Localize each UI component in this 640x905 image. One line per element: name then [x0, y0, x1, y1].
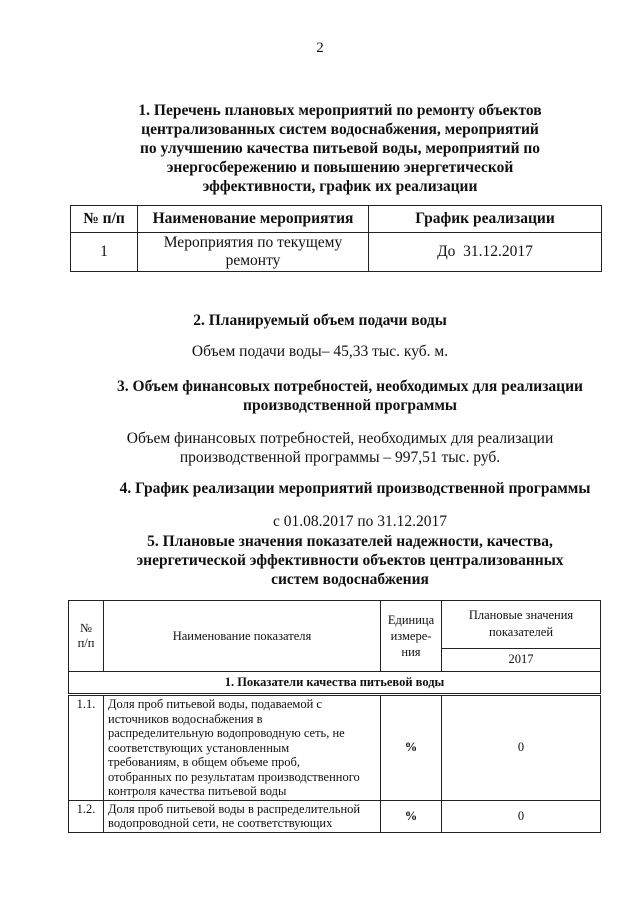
- section-2-title: 2. Планируемый объем подачи воды: [193, 312, 447, 329]
- cell-line: соответствующих установленным: [108, 740, 290, 755]
- col-header-plan: [442, 601, 601, 649]
- cell-line: требованиям, в общем объеме проб,: [108, 755, 301, 769]
- header-line: п/п: [77, 636, 95, 650]
- cell-value: 0: [442, 800, 601, 832]
- cell-num: 1: [71, 233, 138, 272]
- header-line: Единица: [387, 613, 435, 627]
- col-header-num: [69, 601, 104, 672]
- cell-unit: %: [381, 800, 442, 832]
- table-row: [71, 233, 602, 272]
- col-header-unit: [381, 601, 442, 672]
- cell-num: 1.1.: [69, 695, 104, 801]
- section-4-title: 4. График реализации мероприятий производственной программы: [119, 480, 591, 497]
- group-title: 1. Показатели качества питьевой воды: [69, 672, 601, 695]
- header-line: показателей: [488, 625, 554, 640]
- cell-unit: %: [381, 695, 442, 801]
- table-header-row: [69, 601, 601, 649]
- cell-value: 0: [442, 695, 601, 801]
- cell-line: Доля проб питьевой воды, подаваемой с: [108, 697, 322, 711]
- title-line: 5. Плановые значения показателей надежности, качества,: [147, 533, 553, 550]
- measures-table: [70, 205, 602, 272]
- title-line: энергетической эффективности объектов централизованных: [136, 552, 564, 569]
- cell-name: [104, 695, 381, 801]
- title-line: энергосбережению и повышению энергетической: [166, 159, 514, 176]
- title-line: эффективности, график их реализации: [202, 178, 478, 195]
- col-header-name: Наименование мероприятия: [138, 206, 369, 233]
- title-line: централизованных систем водоснабжения, мероприятий: [141, 121, 539, 138]
- title-line: по улучшению качества питьевой воды, мероприятий по: [139, 140, 541, 157]
- section-5-title: [80, 532, 620, 589]
- header-line: Плановые значения: [468, 608, 574, 623]
- cell-name: [104, 800, 381, 832]
- col-header-num: № п/п: [71, 206, 138, 233]
- title-line: 1. Перечень плановых мероприятий по ремонту объектов: [138, 102, 542, 119]
- title-line: систем водоснабжения: [271, 571, 429, 588]
- cell-line: контроля качества питьевой воды: [108, 784, 287, 798]
- cell-line: Доля проб питьевой воды в распределительной: [108, 801, 361, 816]
- table-row: [69, 800, 601, 832]
- col-header-schedule: График реализации: [369, 206, 602, 233]
- title-line: производственной программы: [243, 397, 457, 414]
- page-number: 2: [316, 40, 324, 56]
- cell-line: источников водоснабжения в: [108, 711, 263, 726]
- section-3-title: [70, 377, 630, 415]
- title-line: 3. Объем финансовых потребностей, необходимых для реализации: [117, 378, 583, 395]
- cell-schedule: До 31.12.2017: [369, 233, 602, 272]
- table-row: [69, 695, 601, 801]
- col-header-year: 2017: [442, 648, 601, 671]
- cell-line: распределительную водопроводную сеть, не: [108, 726, 345, 740]
- header-line: измере-: [390, 629, 432, 643]
- col-header-name: Наименование показателя: [104, 601, 381, 672]
- cell-line: отобранных по результатам производственного: [108, 769, 360, 784]
- cell-line: Мероприятия по текущему: [163, 234, 343, 251]
- water-supply-volume: Объем подачи воды– 45,33 тыс. куб. м.: [191, 343, 449, 360]
- financial-needs-text: [60, 429, 620, 467]
- table-group-row: [69, 672, 601, 695]
- cell-line: водопроводной сети, не соответствующих: [108, 816, 333, 830]
- text-line: производственной программы – 997,51 тыс. руб.: [179, 449, 501, 466]
- table-header-row: [71, 206, 602, 233]
- text-line: Объем финансовых потребностей, необходимых для реализации: [126, 430, 554, 447]
- cell-line: ремонту: [225, 252, 281, 269]
- cell-name: [138, 233, 369, 272]
- section-1-title: [100, 101, 580, 196]
- indicators-table: [68, 600, 601, 833]
- schedule-period: с 01.08.2017 по 31.12.2017: [272, 513, 448, 530]
- header-line: ния: [401, 645, 421, 659]
- header-line: №: [80, 621, 92, 635]
- cell-num: 1.2.: [69, 800, 104, 832]
